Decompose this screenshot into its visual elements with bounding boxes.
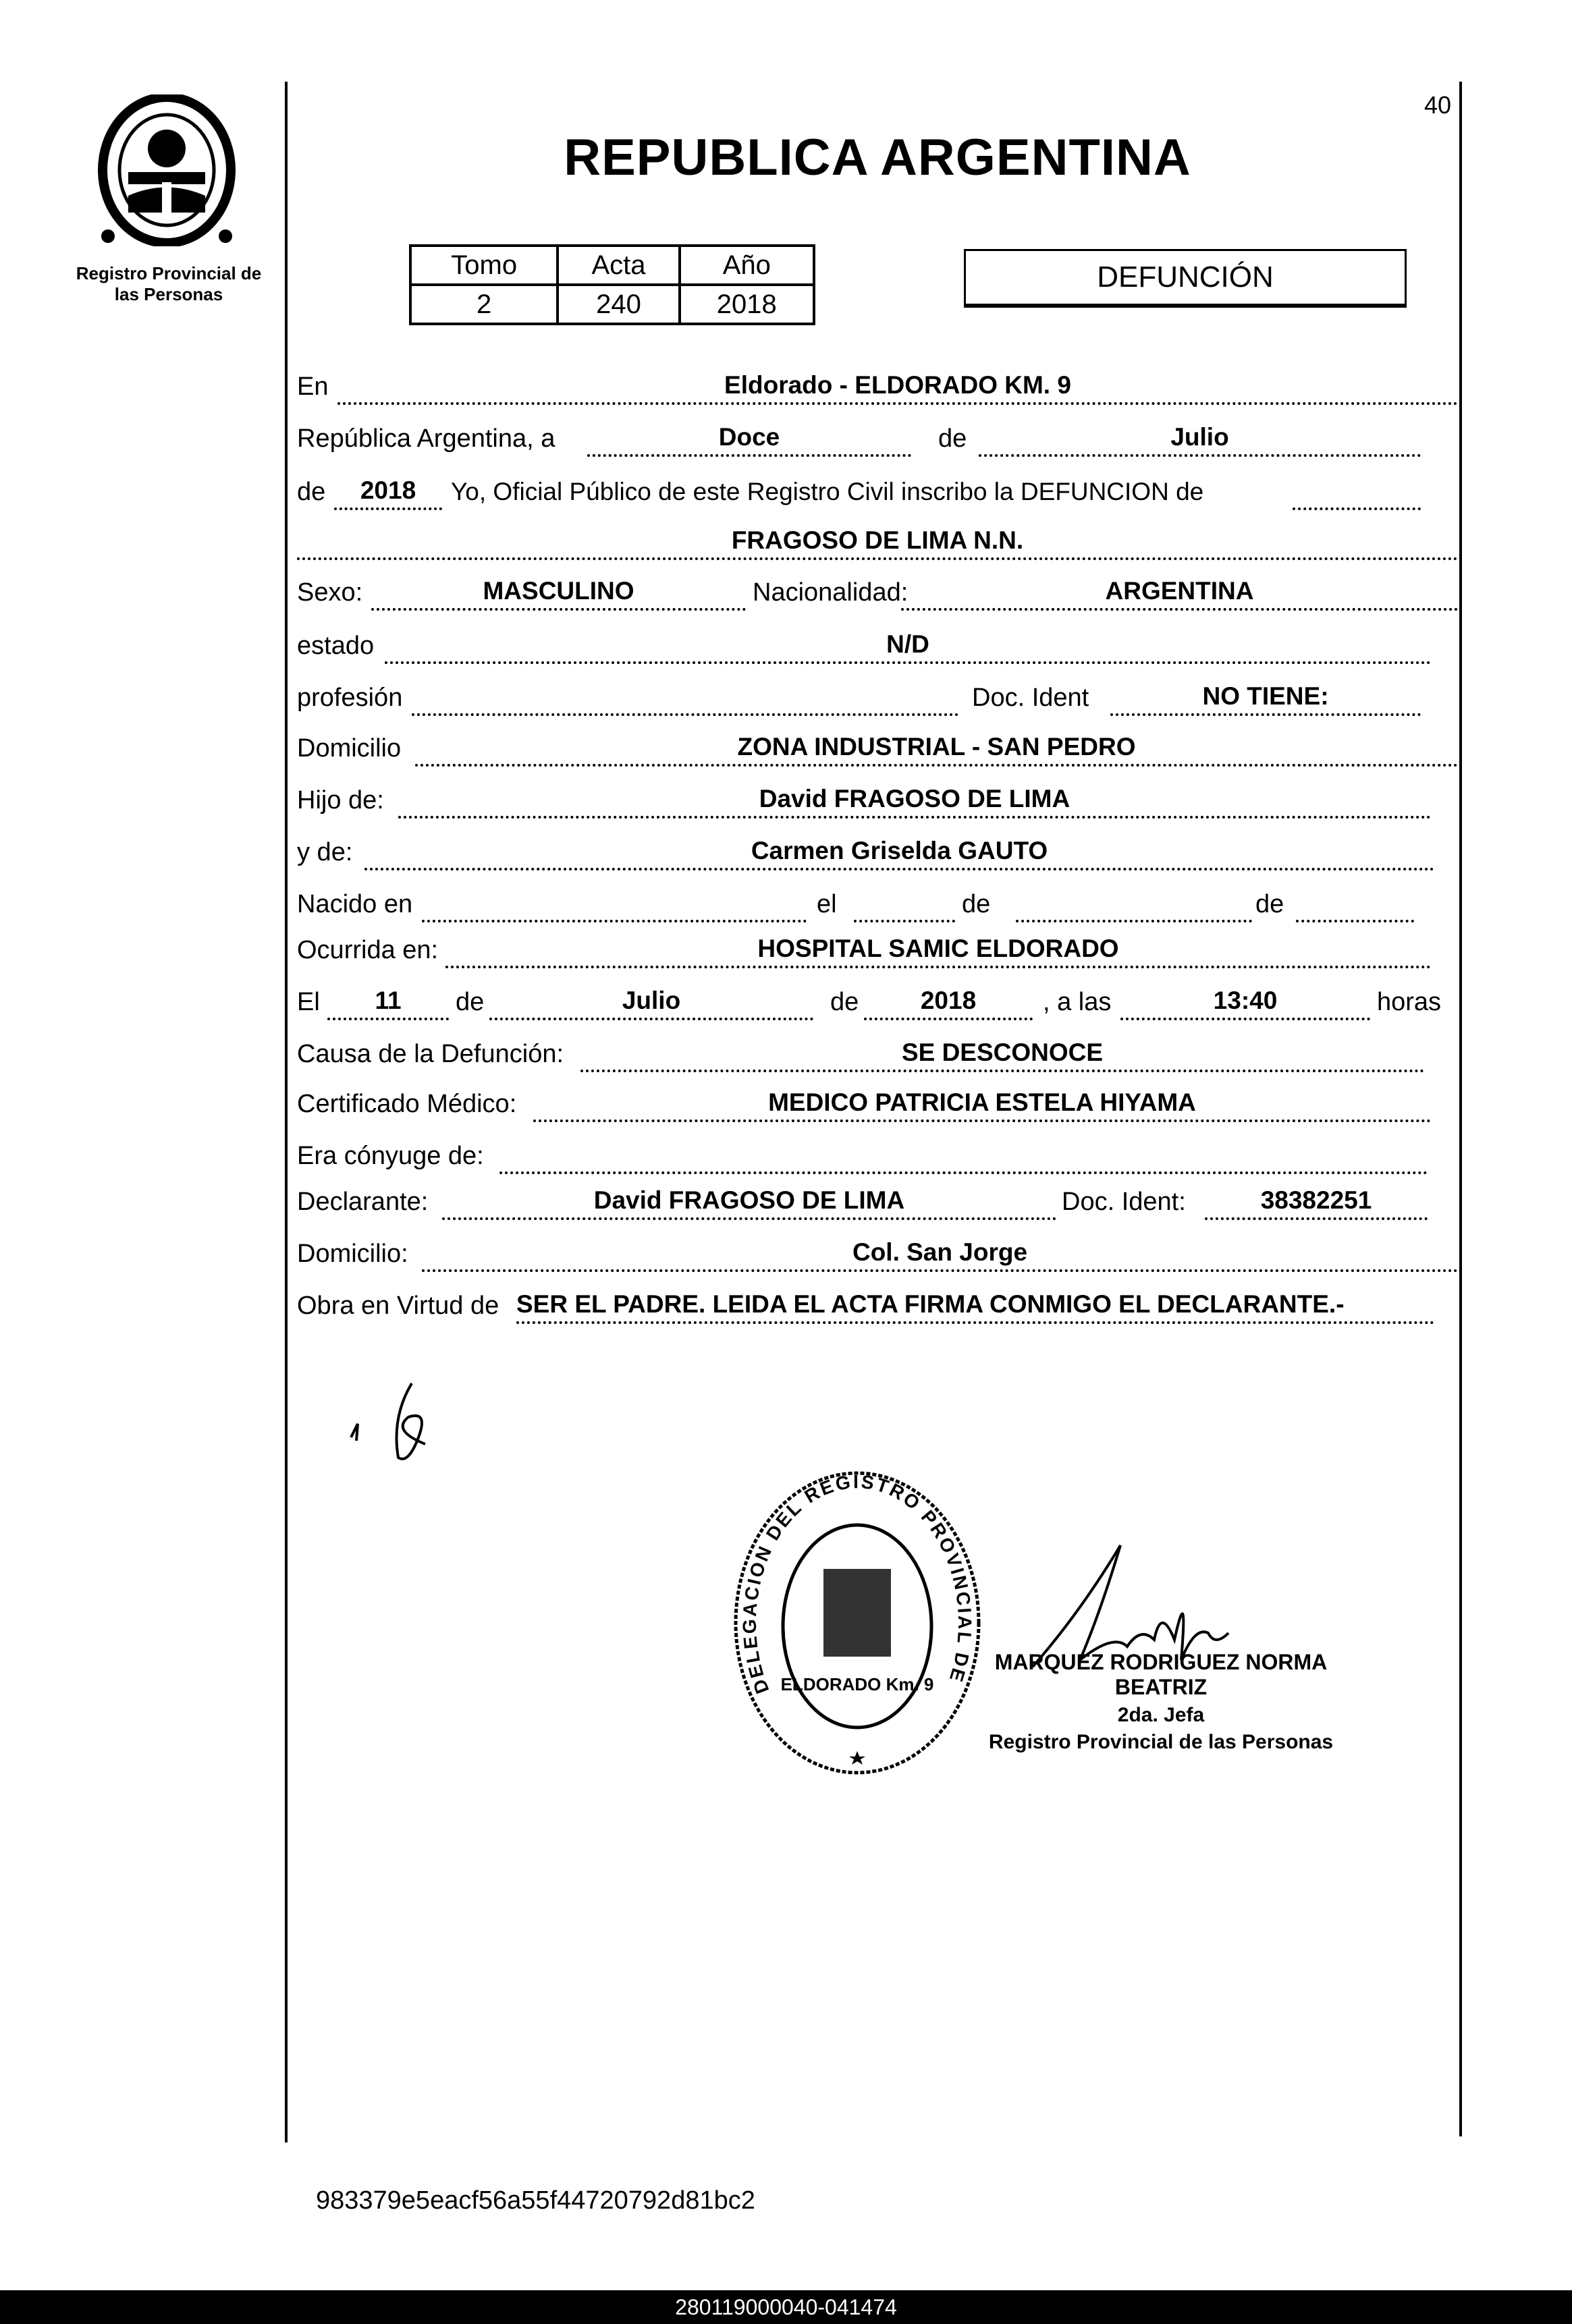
field-place: Eldorado - ELDORADO KM. 9	[337, 370, 1458, 405]
label-conyuge: Era cónyuge de:	[297, 1142, 484, 1170]
row-y-de	[0, 835, 1572, 873]
label-de-2: de	[962, 890, 991, 918]
label-en: En	[297, 372, 329, 401]
field-death-time: 13:40	[1120, 985, 1370, 1020]
row-declarante	[0, 1185, 1572, 1223]
field-declarante-domicilio: Col. San Jorge	[422, 1237, 1458, 1272]
row-obra	[0, 1289, 1572, 1327]
field-blank	[1293, 475, 1421, 510]
row-hijo	[0, 783, 1572, 821]
statement-text: Yo, Oficial Público de este Registro Civil inscribo la DEFUNCION de	[451, 478, 1204, 505]
label-hijo: Hijo de:	[297, 786, 384, 814]
row-certificado	[0, 1087, 1572, 1125]
field-declarante: David FRAGOSO DE LIMA	[442, 1185, 1056, 1220]
label-de-4: de	[456, 988, 485, 1016]
field-profesion	[412, 681, 958, 716]
label-estado: estado	[297, 632, 375, 660]
record-type-box: DEFUNCIÓN	[964, 249, 1407, 308]
field-death-month: Julio	[489, 985, 813, 1020]
row-causa	[0, 1037, 1572, 1075]
signatory-office: Registro Provincial de las Personas	[988, 1731, 1334, 1753]
row-profesion	[0, 681, 1572, 719]
row-name	[0, 525, 1572, 563]
footer-code: 280119000040-041474	[0, 2290, 1572, 2324]
row-sexo	[0, 576, 1572, 613]
header-tomo: Tomo	[410, 246, 558, 285]
registry-line-2: las Personas	[114, 284, 223, 304]
label-el-cap: El	[297, 988, 320, 1016]
stamp-inner-text: ELDORADO Km. 9	[780, 1674, 934, 1694]
label-republica: República Argentina, a	[297, 424, 555, 453]
row-statement	[0, 475, 1572, 513]
field-estado: N/D	[385, 629, 1431, 664]
label-de: de	[938, 424, 967, 453]
field-ocurrida: HOSPITAL SAMIC ELDORADO	[445, 933, 1431, 968]
row-estado	[0, 629, 1572, 667]
registry-name	[67, 263, 270, 305]
field-obra: SER EL PADRE. LEIDA EL ACTA FIRMA CONMIGO EL DECLARANTE.-	[516, 1289, 1434, 1324]
field-domicilio: ZONA INDUSTRIAL - SAN PEDRO	[415, 731, 1458, 767]
field-sexo: MASCULINO	[371, 576, 746, 611]
field-day: Doce	[587, 422, 911, 457]
row-domicilio	[0, 731, 1572, 769]
label-horas: horas	[1377, 988, 1442, 1016]
field-conyuge	[499, 1139, 1428, 1174]
row-ocurrida	[0, 933, 1572, 971]
field-deceased-name: FRAGOSO DE LIMA N.N.	[297, 525, 1458, 560]
official-stamp	[729, 1468, 985, 1778]
field-month: Julio	[979, 422, 1421, 457]
registry-line-1: Registro Provincial de	[76, 263, 262, 283]
field-birth-month	[1016, 887, 1252, 922]
field-declarante-doc: 38382251	[1205, 1185, 1428, 1220]
value-acta: 240	[558, 285, 679, 324]
field-birth-year	[1296, 887, 1414, 922]
field-death-year: 2018	[864, 985, 1033, 1020]
page-number: 40	[1424, 91, 1452, 119]
label-nacionalidad: Nacionalidad:	[753, 578, 909, 607]
label-a-las: , a las	[1043, 988, 1112, 1016]
row-nacido	[0, 887, 1572, 925]
label-de-5: de	[830, 988, 859, 1016]
label-y-de: y de:	[297, 838, 353, 866]
stamp-outer-text: DELEGACION DEL REGISTRO PROVINCIAL DE	[738, 1471, 976, 1697]
value-ano: 2018	[680, 285, 814, 324]
row-en	[0, 370, 1572, 408]
label-domicilio: Domicilio	[297, 734, 402, 763]
label-declarante: Declarante:	[297, 1188, 429, 1216]
label-ocurrida: Ocurrida en:	[297, 936, 439, 964]
label-profesion: profesión	[297, 684, 403, 712]
label-doc-ident: Doc. Ident	[972, 684, 1089, 712]
field-mother: Carmen Griselda GAUTO	[364, 835, 1434, 870]
field-nacionalidad: ARGENTINA	[901, 576, 1458, 611]
field-causa: SE DESCONOCE	[580, 1037, 1424, 1072]
signatory-block	[979, 1650, 1343, 1754]
label-de-3: de	[1255, 890, 1284, 918]
page-title: REPUBLICA ARGENTINA	[564, 129, 1191, 186]
field-birthplace	[422, 887, 807, 922]
header-acta: Acta	[558, 246, 679, 285]
row-date	[0, 422, 1572, 460]
label-obra: Obra en Virtud de	[297, 1292, 499, 1320]
document-hash: 983379e5eacf56a55f44720792d81bc2	[316, 2186, 755, 2215]
label-el: el	[817, 890, 837, 918]
label-declarante-doc: Doc. Ident:	[1062, 1188, 1186, 1216]
label-causa: Causa de la Defunción:	[297, 1040, 564, 1068]
label-de-year: de	[297, 478, 326, 506]
field-birth-day	[854, 887, 955, 922]
field-certificado: MEDICO PATRICIA ESTELA HIYAMA	[533, 1087, 1431, 1122]
label-declarante-domicilio: Domicilio:	[297, 1240, 408, 1268]
record-table	[409, 244, 815, 325]
field-year: 2018	[334, 475, 442, 510]
label-nacido: Nacido en	[297, 890, 413, 918]
signatory-name: MARQUEZ RODRIGUEZ NORMA BEATRIZ	[994, 1650, 1328, 1699]
label-sexo: Sexo:	[297, 578, 363, 607]
field-doc-ident: NO TIENE:	[1110, 681, 1421, 716]
initials-signature	[344, 1377, 452, 1474]
header-ano: Año	[680, 246, 814, 285]
row-death-date	[0, 985, 1572, 1023]
field-father: David FRAGOSO DE LIMA	[398, 783, 1431, 819]
row-conyuge	[0, 1139, 1572, 1177]
value-tomo: 2	[410, 285, 558, 324]
row-declarante-domicilio	[0, 1237, 1572, 1275]
label-certificado: Certificado Médico:	[297, 1090, 517, 1118]
signatory-role: 2da. Jefa	[1117, 1704, 1205, 1726]
field-death-day: 11	[327, 985, 449, 1020]
